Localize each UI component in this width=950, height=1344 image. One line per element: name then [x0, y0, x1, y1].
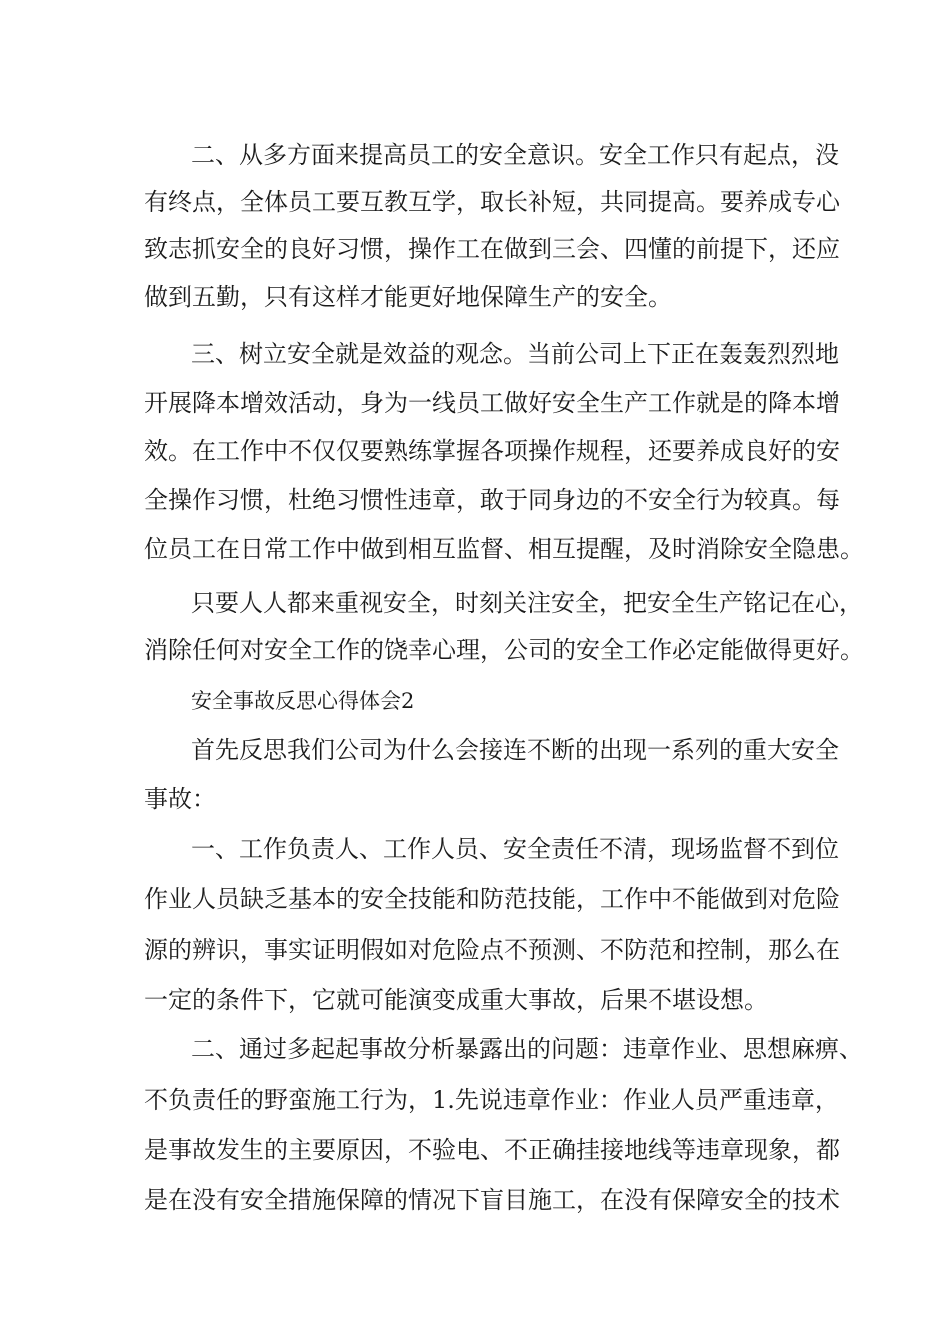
section-heading: 安全事故反思心得体会2 [191, 689, 415, 713]
text-line: 二、通过多起起事故分析暴露出的问题：违章作业、思想麻痹、 [191, 1035, 863, 1063]
text-line: 一定的条件下，它就可能演变成重大事故，后果不堪设想。 [144, 986, 768, 1014]
text-line: 首先反思我们公司为什么会接连不断的出现一系列的重大安全 [191, 736, 839, 764]
text-line: 一、工作负责人、工作人员、安全责任不清，现场监督不到位 [191, 835, 839, 863]
text-line: 是事故发生的主要原因，不验电、不正确挂接地线等违章现象，都 [144, 1136, 840, 1164]
text-line: 全操作习惯，杜绝习惯性违章，敢于同身边的不安全行为较真。每 [144, 486, 840, 514]
text-line: 事故： [144, 785, 216, 813]
text-line: 只要人人都来重视安全，时刻关注安全，把安全生产铭记在心， [191, 589, 863, 617]
text-line: 效。在工作中不仅仅要熟练掌握各项操作规程，还要养成良好的安 [144, 437, 840, 465]
text-line: 致志抓安全的良好习惯，操作工在做到三会、四懂的前提下，还应 [144, 235, 840, 263]
text-line: 三、树立安全就是效益的观念。当前公司上下正在轰轰烈烈地 [191, 340, 839, 368]
text-line: 做到五勤，只有这样才能更好地保障生产的安全。 [144, 283, 672, 311]
text-line: 开展降本增效活动，身为一线员工做好安全生产工作就是的降本增 [144, 389, 840, 417]
text-line: 消除任何对安全工作的饶幸心理，公司的安全工作必定能做得更好。 [144, 636, 864, 664]
text-line: 位员工在日常工作中做到相互监督、相互提醒，及时消除安全隐患。 [144, 535, 864, 563]
text-line: 作业人员缺乏基本的安全技能和防范技能，工作中不能做到对危险 [144, 885, 840, 913]
text-line: 二、从多方面来提高员工的安全意识。安全工作只有起点，没 [191, 141, 839, 169]
text-line: 源的辨识，事实证明假如对危险点不预测、不防范和控制，那么在 [144, 936, 840, 964]
text-line: 有终点，全体员工要互教互学，取长补短，共同提高。要养成专心 [144, 188, 840, 216]
text-line: 是在没有安全措施保障的情况下盲目施工，在没有保障安全的技术 [144, 1186, 840, 1214]
text-line: 不负责任的野蛮施工行为，1.先说违章作业：作业人员严重违章， [144, 1086, 839, 1114]
